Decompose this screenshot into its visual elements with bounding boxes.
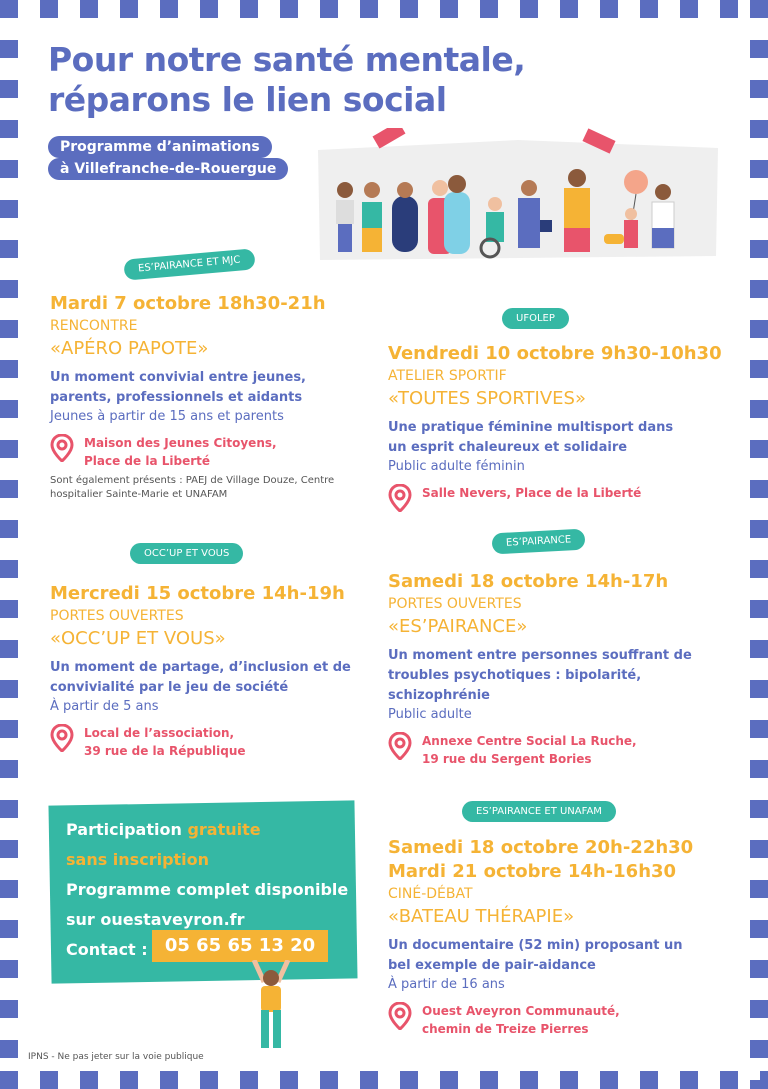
event-1 xyxy=(50,292,370,502)
event-5-date-2: Mardi 21 octobre 14h-16h30 xyxy=(388,861,677,882)
event-5-name: «BATEAU THÉRAPIE» xyxy=(388,906,575,927)
sans-inscription-label: sans inscription xyxy=(66,850,210,869)
event-1-kind: RENCONTRE xyxy=(50,318,138,334)
location-pin-icon xyxy=(388,732,412,760)
event-4-name: «ES’PAIRANCE» xyxy=(388,616,528,637)
event-2-location-line-1: Salle Nevers, Place de la Liberté xyxy=(422,486,642,500)
event-3-audience: À partir de 5 ans xyxy=(50,699,159,714)
contact-label: Contact : xyxy=(66,940,148,959)
event-4-audience: Public adulte xyxy=(388,707,472,722)
event-2-name: «TOUTES SPORTIVES» xyxy=(388,388,586,409)
left-stripe-border xyxy=(0,0,18,1089)
event-3-organizer-tag: OCC’UP ET VOUS xyxy=(130,543,243,564)
event-2-description: Une pratique féminine multisport dans un esprit chaleureux et solidaire xyxy=(388,420,674,455)
participation-label: Participation xyxy=(66,820,182,839)
event-2-audience: Public adulte féminin xyxy=(388,459,525,474)
event-1-location-line-1: Maison des Jeunes Citoyens, xyxy=(84,436,277,450)
event-5-location xyxy=(388,1002,728,1038)
event-1-description: Un moment convivial entre jeunes, parents, professionnels et aidants xyxy=(50,370,306,405)
event-5-organizer-tag: ES’PAIRANCE ET UNAFAM xyxy=(462,801,616,822)
event-4-kind: PORTES OUVERTES xyxy=(388,596,522,612)
event-1-location xyxy=(50,434,370,470)
right-stripe-border xyxy=(750,0,768,1089)
title-line-1: Pour notre santé mentale, xyxy=(48,40,526,79)
event-5-location-line-2: chemin de Treize Pierres xyxy=(422,1022,589,1036)
event-5-audience: À partir de 16 ans xyxy=(388,977,505,992)
event-3-location xyxy=(50,724,360,760)
page-title xyxy=(48,40,525,120)
event-1-date: Mardi 7 octobre 18h30-21h xyxy=(50,293,326,314)
programme-line-2: sur ouestaveyron.fr xyxy=(66,910,245,929)
event-4-organizer-tag: ES’PAIRANCE xyxy=(492,529,586,555)
location-pin-icon xyxy=(388,484,412,512)
event-4-date: Samedi 18 octobre 14h-17h xyxy=(388,571,669,592)
event-3-description: Un moment de partage, d’inclusion et de convivialité par le jeu de société xyxy=(50,660,351,695)
event-1-name: «APÉRO PAPOTE» xyxy=(50,338,209,359)
event-1-location-line-2: Place de la Liberté xyxy=(84,454,211,468)
event-4-description: Un moment entre personnes souffrant de troubles psychotiques : bipolarité, schizophrénie xyxy=(388,648,692,703)
title-line-2: réparons le lien social xyxy=(48,80,447,119)
location-pin-icon xyxy=(50,724,74,752)
event-4 xyxy=(388,570,728,768)
programme-line-1: Programme complet disponible xyxy=(66,880,349,899)
event-5-location-line-1: Ouest Aveyron Communauté, xyxy=(422,1004,620,1018)
event-4-location-line-1: Annexe Centre Social La Ruche, xyxy=(422,734,637,748)
top-stripe-border xyxy=(0,0,768,18)
event-5-date-1: Samedi 18 octobre 20h-22h30 xyxy=(388,837,694,858)
event-3-date: Mercredi 15 octobre 14h-19h xyxy=(50,583,345,604)
person-holding-sign-illustration xyxy=(246,960,296,1050)
event-3-kind: PORTES OUVERTES xyxy=(50,608,184,624)
event-1-also-present: Sont également présents : PAEJ de Village Douze, Centre hospitalier Sainte-Marie et UNAFAM xyxy=(50,475,335,500)
bottom-stripe-border xyxy=(0,1071,768,1089)
event-1-organizer-tag: ES’PAIRANCE ET MJC xyxy=(123,248,255,280)
phone-number: 05 65 65 13 20 xyxy=(152,930,328,962)
participation-line xyxy=(66,820,261,839)
event-2-location xyxy=(388,484,728,512)
event-4-location-line-2: 19 rue du Sergent Bories xyxy=(422,752,592,766)
event-2-organizer-tag: UFOLEP xyxy=(502,308,569,329)
event-1-audience: Jeunes à partir de 15 ans et parents xyxy=(50,409,284,424)
event-2-date: Vendredi 10 octobre 9h30-10h30 xyxy=(388,343,722,364)
event-3-location-line-2: 39 rue de la République xyxy=(84,744,246,758)
location-pin-icon xyxy=(50,434,74,462)
footer-notice: IPNS - Ne pas jeter sur la voie publique xyxy=(28,1052,204,1062)
event-4-location xyxy=(388,732,728,768)
gratuite-label: gratuite xyxy=(187,820,261,839)
event-3 xyxy=(50,582,360,760)
event-3-name: «OCC’UP ET VOUS» xyxy=(50,628,226,649)
event-5-kind: CINÉ-DÉBAT xyxy=(388,886,473,902)
program-pill-1: Programme d’animations xyxy=(48,136,272,158)
location-pin-icon xyxy=(388,1002,412,1030)
program-pill-2: à Villefranche-de-Rouergue xyxy=(48,158,288,180)
event-3-location-line-1: Local de l’association, xyxy=(84,726,235,740)
event-2-kind: ATELIER SPORTIF xyxy=(388,368,507,384)
event-2 xyxy=(388,342,728,512)
community-illustration xyxy=(318,128,718,268)
event-5-description: Un documentaire (52 min) proposant un bel exemple de pair-aidance xyxy=(388,938,683,973)
event-5 xyxy=(388,836,728,1038)
